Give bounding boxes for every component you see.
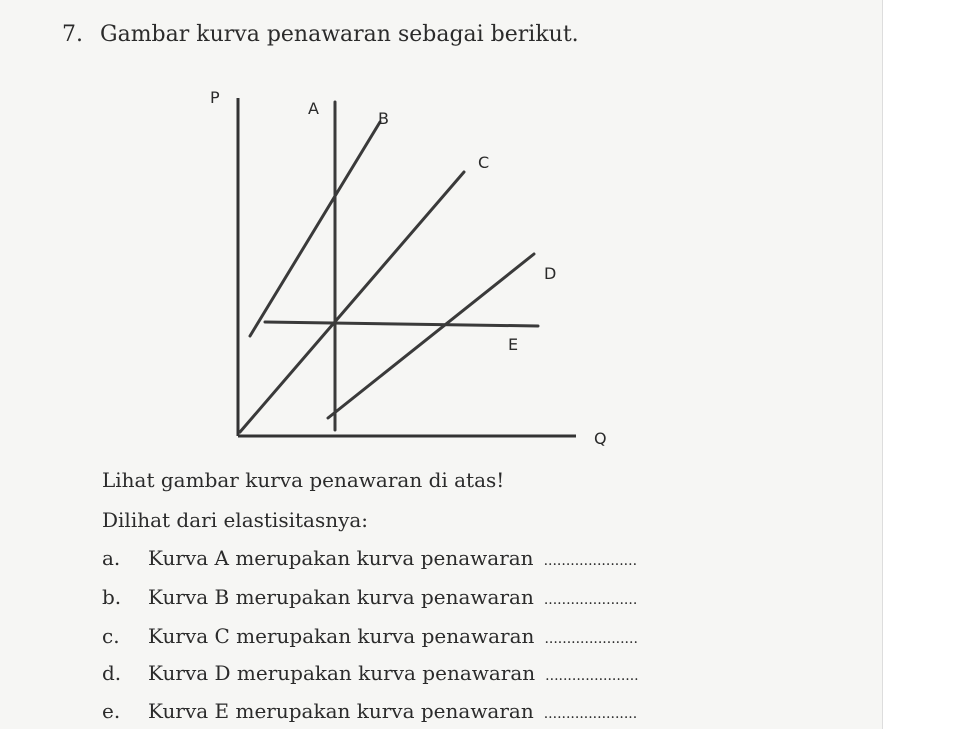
option-text: Kurva C merupakan kurva penawaran: [148, 624, 535, 648]
option-a: [102, 546, 637, 570]
option-letter: c.: [102, 624, 120, 648]
curve-e-label: E: [508, 335, 519, 354]
prompt-text: Dilihat dari elastisitasnya:: [102, 508, 369, 532]
option-text: Kurva D merupakan kurva penawaran: [148, 661, 536, 685]
answer-blank: .....................: [545, 668, 639, 684]
instruction-text: Lihat gambar kurva penawaran di atas!: [102, 468, 505, 492]
curve-b-label: B: [378, 109, 389, 128]
answer-blank: .....................: [543, 592, 638, 608]
option-letter: b.: [102, 585, 122, 609]
curve-a-label: A: [308, 99, 319, 118]
option-letter: a.: [102, 546, 121, 570]
option-letter: e.: [102, 699, 121, 723]
option-letter: d.: [102, 661, 122, 685]
option-text: Kurva E merupakan kurva penawaran: [148, 699, 534, 723]
q-axis-label: Q: [594, 429, 607, 448]
p-axis-label: P: [210, 88, 220, 107]
question-title: Gambar kurva penawaran sebagai berikut.: [100, 22, 579, 47]
curve-b: [250, 122, 380, 336]
option-d: [102, 661, 639, 685]
answer-blank: .....................: [544, 631, 638, 647]
answer-blank: .....................: [543, 553, 638, 569]
option-c: [102, 624, 638, 648]
curve-c-label: C: [478, 153, 490, 172]
curve-e: [265, 322, 538, 326]
option-b: [102, 585, 637, 609]
curve-d-label: D: [544, 264, 557, 283]
option-e: [102, 699, 637, 723]
answer-blank: .....................: [543, 706, 638, 722]
curve-d: [328, 254, 534, 418]
question-number: 7.: [62, 22, 83, 47]
option-text: Kurva B merupakan kurva penawaran: [148, 585, 534, 609]
option-text: Kurva A merupakan kurva penawaran: [148, 546, 534, 570]
curve-c: [240, 172, 464, 432]
